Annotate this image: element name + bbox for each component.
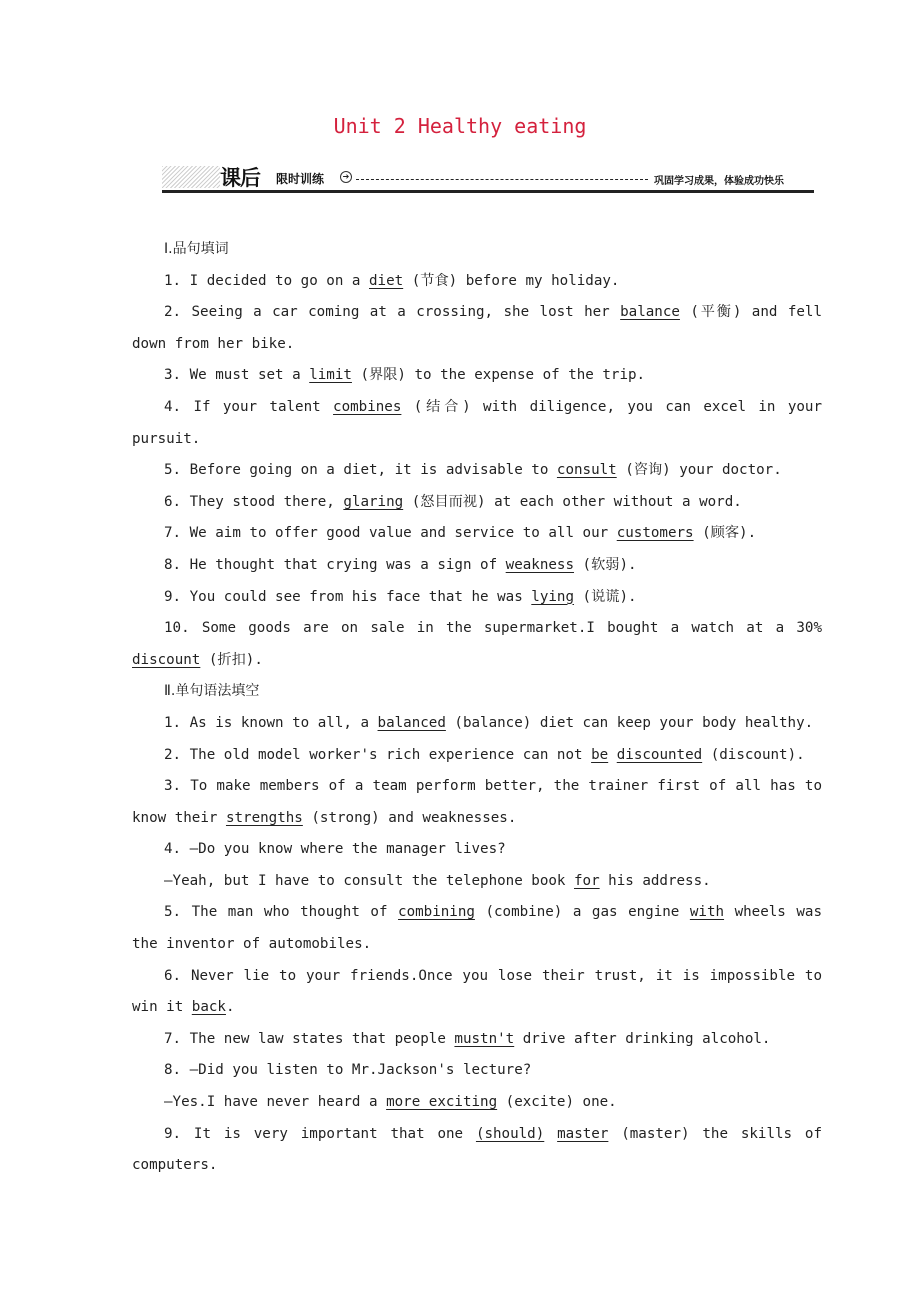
answer-text: back (191, 999, 226, 1016)
question-item: 4. —Do you know where the manager lives? (164, 841, 506, 858)
answer-text: discount (132, 651, 201, 668)
question-item: 1. I decided to go on a diet (节食) before my holiday. (164, 272, 620, 289)
arrow-circle-icon: ➔ (340, 171, 352, 183)
question-item: 5. The man who thought of combining (combine) a gas engine with wheels was the inventor of automobiles. (132, 904, 822, 953)
question-item: 6. They stood there, glaring (怒目而视) at each other without a word. (164, 493, 742, 510)
answer-text: strengths (225, 809, 303, 826)
answer-text: balance (620, 304, 680, 321)
question-item: 9. It is very important that one (should) master (master) the skills of computers. (132, 1125, 823, 1174)
exercise-content (132, 234, 822, 1182)
banner-sub-label: 限时训练 (276, 172, 325, 186)
banner-rule (162, 190, 814, 193)
answer-text: with (689, 904, 725, 921)
question-item: 4. If your talent combines (结合) with diligence, you can excel in your pursuit. (132, 398, 823, 447)
answer-text: be (591, 746, 609, 763)
answer-text: consult (556, 462, 617, 479)
question-item: 9. You could see from his face that he was lying (说谎). (164, 588, 637, 605)
answer-text: combining (398, 904, 475, 921)
question-item: 3. To make members of a team perform better, the trainer first of all has to know their strengths (strong) and weaknesses. (132, 778, 822, 826)
question-item-reply: —Yes.I have never heard a more exciting (excite) one. (164, 1094, 617, 1111)
question-item: 8. He thought that crying was a sign of weakness (软弱). (164, 556, 637, 573)
banner-hatch-decoration (162, 166, 220, 188)
answer-text: combines (333, 398, 402, 415)
answer-text: master (557, 1125, 609, 1142)
answer-text: balanced (377, 714, 446, 731)
question-item: 6. Never lie to your friends.Once you lose their trust, it is impossible to win it back. (132, 967, 822, 1016)
answer-text: limit (309, 367, 352, 384)
page-title: Unit 2 Healthy eating (333, 114, 587, 138)
question-item: 2. The old model worker's rich experience can not be discounted (discount). (164, 746, 805, 763)
section-banner (162, 162, 814, 194)
answer-text: customers (616, 525, 694, 542)
answer-text: diet (369, 272, 404, 289)
question-item: 2. Seeing a car coming at a crossing, she lost her balance (平衡) and fell down from her bike. (132, 304, 823, 352)
question-item: 10. Some goods are on sale in the supermarket.I bought a watch at a 30% discount (折扣). (132, 620, 822, 668)
answer-text: discounted (616, 746, 703, 763)
question-item: 3. We must set a limit (界限) to the expense of the trip. (164, 367, 646, 384)
question-item: 8. —Did you listen to Mr.Jackson's lecture? (164, 1062, 532, 1079)
answer-text: more exciting (386, 1094, 498, 1111)
answer-text: glaring (343, 493, 404, 510)
question-item: 7. The new law states that people mustn't drive after drinking alcohol. (164, 1030, 771, 1047)
answer-text: mustn't (454, 1030, 515, 1047)
answer-text: (should) (475, 1125, 545, 1142)
banner-main-label: 课后 (220, 165, 260, 190)
question-item: 1. As is known to all, a balanced (balance) diet can keep your body healthy. (164, 714, 814, 731)
banner-slogan: 巩固学习成果，体验成功快乐 (654, 176, 784, 187)
section1-list (132, 266, 822, 677)
answer-text: lying (531, 588, 575, 605)
question-item: 5. Before going on a diet, it is advisable to consult (咨询) your doctor. (164, 462, 782, 479)
section1-heading: Ⅰ.品句填词 (164, 241, 229, 257)
section2-heading: Ⅱ.单句语法填空 (164, 683, 260, 700)
banner-dashed-line (356, 179, 648, 180)
answer-text: weakness (505, 556, 575, 573)
question-item-reply: —Yeah, but I have to consult the telephone book for his address. (164, 872, 711, 889)
answer-text: for (574, 872, 600, 889)
question-item: 7. We aim to offer good value and service to all our customers (顾客). (164, 525, 757, 542)
